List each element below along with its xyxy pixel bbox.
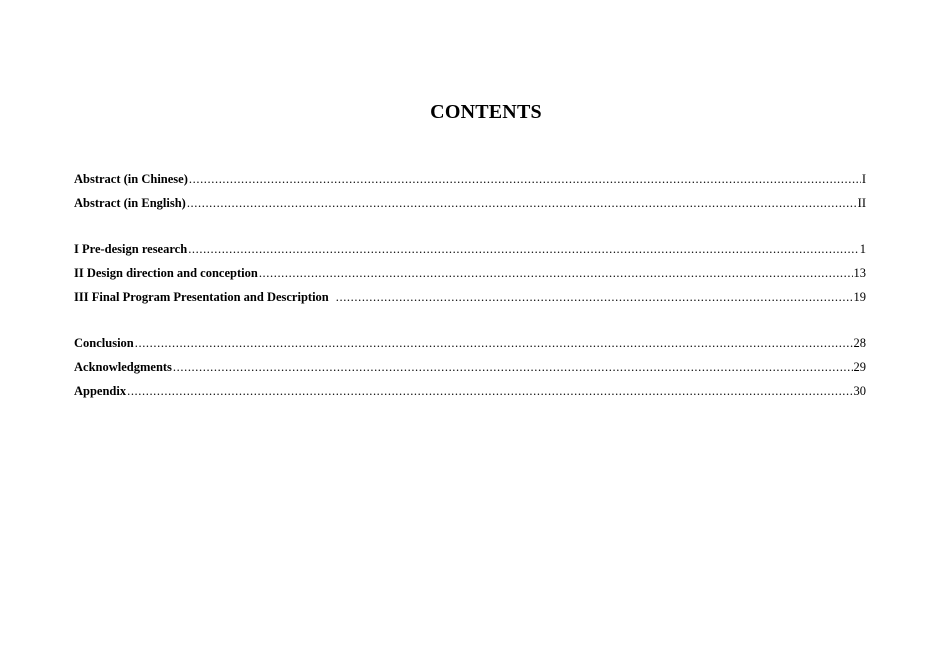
toc-entry-label: II Design direction and conception: [74, 266, 258, 280]
toc-page-number: 1: [859, 242, 866, 256]
toc-entry-acknowledgments: [74, 355, 866, 379]
table-of-contents: [74, 167, 866, 403]
toc-page-number: 30: [853, 384, 866, 398]
dot-leader: [188, 237, 859, 261]
toc-entry-label: Abstract (in English): [74, 196, 186, 210]
dot-leader: [173, 355, 853, 379]
toc-entry-pre-design-research: [74, 237, 866, 261]
toc-entry-label: III Final Program Presentation and Description: [74, 290, 329, 304]
dot-leader: [259, 261, 853, 285]
toc-entry-label: Conclusion: [74, 336, 134, 350]
dot-leader: [127, 379, 852, 403]
toc-entry-label: Appendix: [74, 384, 127, 398]
dot-leader: [135, 331, 853, 355]
toc-page-number: 13: [853, 266, 866, 280]
toc-entry-abstract-english: [74, 191, 866, 215]
toc-entry-appendix: [74, 379, 866, 403]
toc-page-number: 28: [853, 336, 866, 350]
toc-entry-label: I Pre-design research: [74, 242, 188, 256]
toc-page-number: 29: [853, 360, 866, 374]
dot-leader: [187, 191, 857, 215]
toc-entry-label: Acknowledgments: [74, 360, 172, 374]
toc-page-number: I: [861, 172, 866, 186]
toc-entry-abstract-chinese: [74, 167, 866, 191]
toc-page-number: II: [857, 196, 866, 210]
toc-entry-label: Abstract (in Chinese): [74, 172, 188, 186]
toc-page-number: 19: [853, 290, 866, 304]
contents-heading: CONTENTS: [430, 101, 542, 123]
dot-leader: [336, 285, 853, 309]
dot-leader: [189, 167, 861, 191]
toc-entry-final-program: [74, 285, 866, 309]
toc-entry-design-direction: [74, 261, 866, 285]
toc-entry-conclusion: [74, 331, 866, 355]
